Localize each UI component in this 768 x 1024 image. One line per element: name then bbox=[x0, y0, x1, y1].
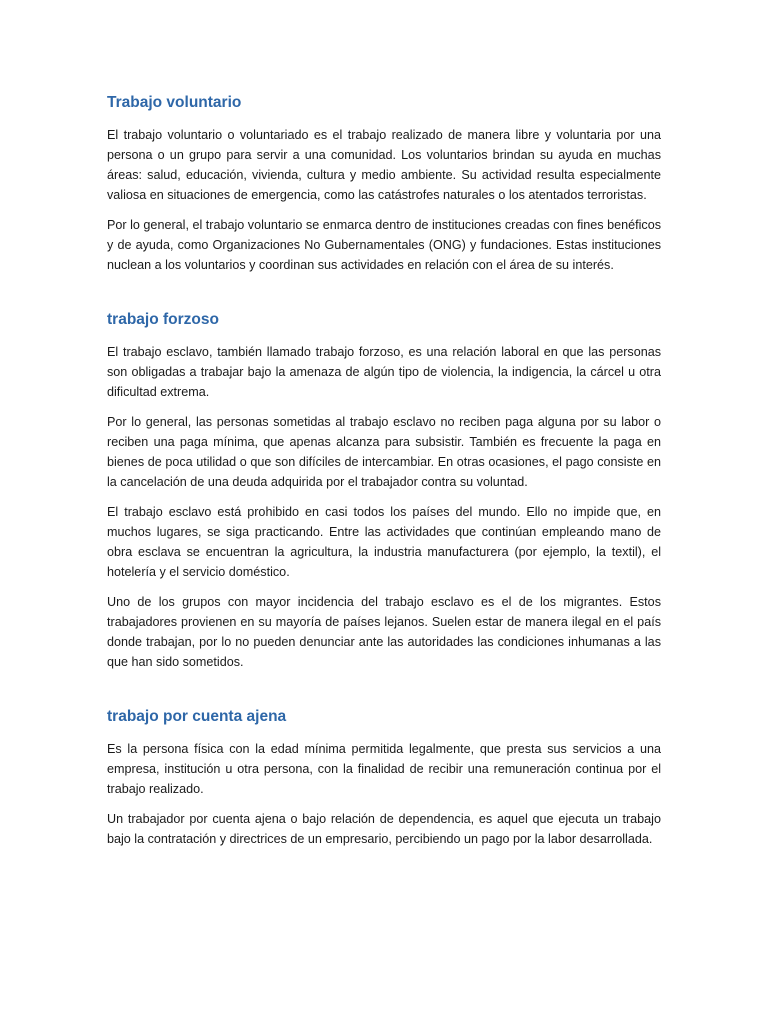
paragraph: Un trabajador por cuenta ajena o bajo relación de dependencia, es aquel que ejecuta un trabajo bajo la contratación y directrices de un empresario, percibiendo un pago por la labor desarrollada. bbox=[107, 812, 661, 846]
paragraph: Uno de los grupos con mayor incidencia del trabajo esclavo es el de los migrantes. Estos trabajadores provienen en su mayoría de países lejanos. Suelen estar de manera ilegal en el país donde trabajan, por lo no pueden denunciar ante las autoridades las condiciones inhumanas a las que han sido sometidos. bbox=[107, 595, 661, 669]
section-trabajo-forzoso bbox=[107, 309, 661, 672]
paragraph: Por lo general, las personas sometidas al trabajo esclavo no reciben paga alguna por su labor o reciben una paga mínima, que apenas alcanza para subsistir. También es frecuente la paga en bienes de poca utilidad o que son difíciles de intercambiar. En otras ocasiones, el pago consiste en la cancelación de una deuda adquirida por el trabajador contra su voluntad. bbox=[107, 415, 661, 489]
section-trabajo-voluntario bbox=[107, 92, 661, 275]
paragraph: El trabajo voluntario o voluntariado es el trabajo realizado de manera libre y voluntaria por una persona o un grupo para servir a una comunidad. Los voluntarios brindan su ayuda en muchas áreas: salud, educación, vivienda, cultura y medio ambiente. Su actividad resulta especialmente valiosa en situaciones de emergencia, como las catástrofes naturales o los atentados terroristas. bbox=[107, 128, 661, 202]
paragraph: El trabajo esclavo, también llamado trabajo forzoso, es una relación laboral en que las personas son obligadas a trabajar bajo la amenaza de algún tipo de violencia, la indigencia, la cárcel u otra dificultad extrema. bbox=[107, 345, 661, 399]
document-page bbox=[107, 92, 661, 859]
section-title: Trabajo voluntario bbox=[107, 94, 242, 111]
section-title: trabajo forzoso bbox=[107, 311, 219, 328]
paragraph: El trabajo esclavo está prohibido en casi todos los países del mundo. Ello no impide que, en muchos lugares, se siga practicando. Entre las actividades que continúan empleando mano de obra esclava se encuentran la agricultura, la industria manufacturera (por ejemplo, la textil), el hotelería y el servicio doméstico. bbox=[107, 505, 661, 579]
paragraph: Por lo general, el trabajo voluntario se enmarca dentro de instituciones creadas con fines benéficos y de ayuda, como Organizaciones No Gubernamentales (ONG) y fundaciones. Estas instituciones nuclean a los voluntarios y coordinan sus actividades en relación con el área de su interés. bbox=[107, 218, 661, 272]
section-title: trabajo por cuenta ajena bbox=[107, 708, 287, 725]
paragraph: Es la persona física con la edad mínima permitida legalmente, que presta sus servicios a una empresa, institución u otra persona, con la finalidad de recibir una remuneración continua por el trabajo realizado. bbox=[107, 742, 661, 796]
section-trabajo-por-cuenta-ajena bbox=[107, 706, 661, 849]
